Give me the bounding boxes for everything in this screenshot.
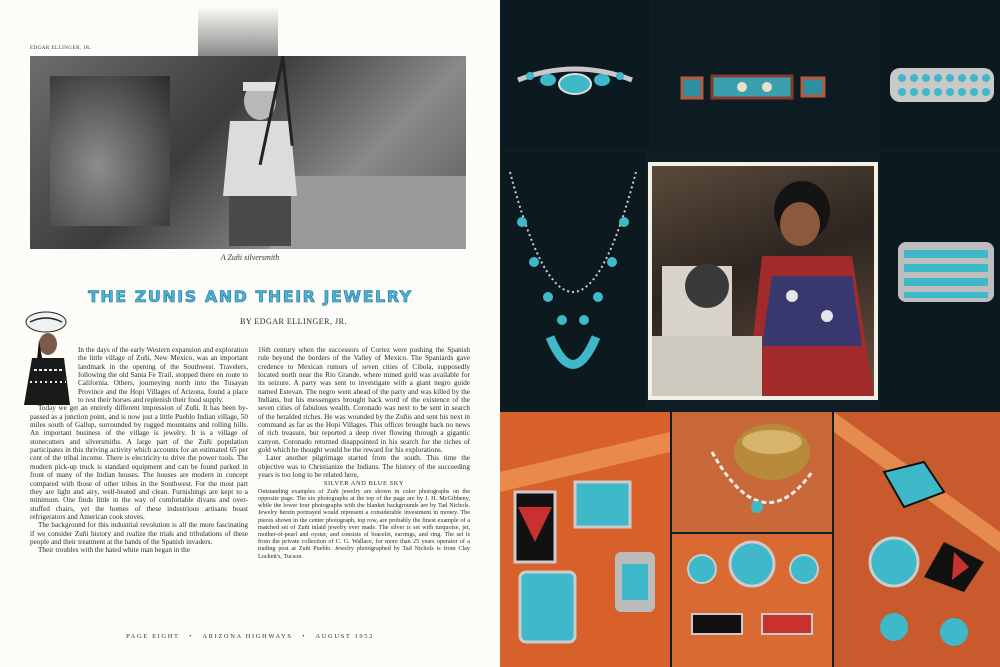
inlaid-set-illustration bbox=[652, 0, 878, 150]
fireplace-area bbox=[50, 76, 170, 226]
blanket-bracelets-illustration bbox=[500, 412, 670, 667]
footer-page: PAGE EIGHT bbox=[126, 633, 180, 640]
article-title: THE ZUNIS AND THEIR JEWELRY bbox=[88, 287, 413, 306]
footer-separator: • bbox=[189, 633, 194, 640]
article-column-2 bbox=[258, 346, 470, 560]
photo-credit: EDGAR ELLINGER, JR. bbox=[30, 46, 92, 51]
woman-artisan-illustration bbox=[652, 166, 874, 396]
bracelet-photo-1 bbox=[500, 0, 650, 150]
footer-date: AUGUST 1952 bbox=[315, 633, 374, 640]
paragraph: Their troubles with the hated white man began in the bbox=[38, 546, 190, 555]
woman-photo-scene bbox=[652, 166, 874, 396]
turquoise-bracelet-illustration bbox=[500, 0, 650, 150]
photo-top-extension bbox=[198, 6, 278, 56]
footer-separator: • bbox=[302, 633, 307, 640]
photo-note: Outstanding examples of Zuñi jewelry are shown in color photographs on the opposite page. The six photographs at the top of the page are by J. H. McGibbeny, while the lower four photographs with the blanket backgrounds are by Tad Nichols. Jewelry herein portrayed would represent a considerable investment in money. The pieces shown in the center photograph, top row, are probably the finest example of a matched set of Zuñi inlaid jewelry ever made. The silver is set with turquoise, jet, mother-of-pearl and oyster, and consists of bracelet, earrings, and ring. The set is from the private collection of C. G. Wallace, for more than 25 years operator of a trading post at Zuñi Pueblo. Jewelry photographed by Tad Nichols is from Clay Lockett's, Tucson. bbox=[258, 487, 470, 560]
right-page-color-plates bbox=[500, 0, 1000, 667]
basket-necklace-illustration bbox=[672, 412, 832, 532]
paragraph: Later another pilgrimage started from the south. This time the objective was to Christianize the Indians. The history of the succeeding years is too long to be related here, bbox=[258, 454, 470, 480]
cluster-pieces-illustration bbox=[672, 534, 832, 667]
necklace-illustration bbox=[500, 152, 646, 410]
zuni-woman-drilling-photo bbox=[648, 162, 878, 400]
cluster-bracelet-photo bbox=[880, 0, 1000, 150]
blanket-bracelets-photo bbox=[500, 412, 670, 667]
thunderbird-pins-photo bbox=[834, 412, 1000, 667]
photo-caption: A Zuñi silversmith bbox=[220, 253, 280, 262]
paragraph: In the days of the early Western expansion and exploration the little village of Zuñi, New Mexico, was an important landmark in the opening of the Southwest. Travelers, following the old Santa Fe Trail, stopped there en route to California. Others, journeying north into the Tusayan Province and the Hopi Villages of Arizona, found a place to rest their horses and replenish their food supply. bbox=[78, 346, 248, 405]
cluster-bracelet-illustration bbox=[880, 0, 1000, 150]
cluster-pieces-photo bbox=[672, 534, 832, 667]
inlaid-set-photo bbox=[652, 0, 878, 150]
needlepoint-bracelet-photo bbox=[880, 152, 1000, 410]
silversmith-photo bbox=[30, 56, 466, 249]
basket-necklace-photo bbox=[672, 412, 832, 532]
paragraph: The background for this industrial revolution is all the more fascinating if we consider Zuñi history and realize the trials and tribulations of these people and their treatment at the hands of the Spanish invaders. bbox=[30, 521, 248, 546]
squash-blossom-necklace-photo bbox=[500, 152, 646, 410]
needlepoint-bracelet-illustration bbox=[880, 152, 1000, 410]
subheading: SILVER AND BLUE SKY bbox=[323, 479, 405, 487]
footer-magazine: ARIZONA HIGHWAYS bbox=[202, 633, 293, 640]
paragraph: 16th century when the successors of Cortez were pushing the Spanish rule beyond the borders of the Valley of Mexico. The Spaniards gave credence to Mexican rumors of seven cities of Cibola, supposedly located north near the Rio Grande, where mined gold was available for its seizure. A party was sent to investigate with a giant negro guide named Estevan. The negro went ahead of the party and was killed by the Indians, but his messengers brought back word of the existence of the seven cities of fabulous wealth. Coronado was next to be sent in search of the heralded riches. He was wounded by the Zuñis and sent his next in command as far as the Hopi Villages. This officer brought back no news of rich treasure, but reported a deep river flowing through a gigantic canyon. Coronado returned disappointed in his search for the riches of gold which he thought would be the reward for his explorations. bbox=[258, 346, 470, 455]
paragraph: Today we get an entirely different impression of Zuñi. It has been by-passed as a junction point, and is now just a little Pueblo Indian village, 50 miles south of Gallup, surrounded by rugged mountains and rolling hills. An important business of the village is jewelry. It is a village of stonecutters and silversmiths. A large part of the Zuñi population participates in this thriving activity which accounts for an estimated 65 per cent of the tribal income. There is electricity to drive the power tools. The modern pick-up truck is standard equipment and can be found parked in front of many of the Indian houses. The houses are modern in concept compared with those of other tribes in the Southwest. For the most part they are light and airy, well-heated and clean. Furnishings are kept to a minimum. One finds little in the way of comfortable divans and over-stuffed chairs, yet the homes of these industrious artisans boast refrigerators and American cook stoves. bbox=[30, 404, 248, 521]
page-footer bbox=[0, 633, 500, 640]
byline: BY EDGAR ELLINGER, JR. bbox=[240, 317, 347, 326]
article-column-1 bbox=[30, 346, 248, 555]
thunderbird-pins-illustration bbox=[834, 412, 1000, 667]
